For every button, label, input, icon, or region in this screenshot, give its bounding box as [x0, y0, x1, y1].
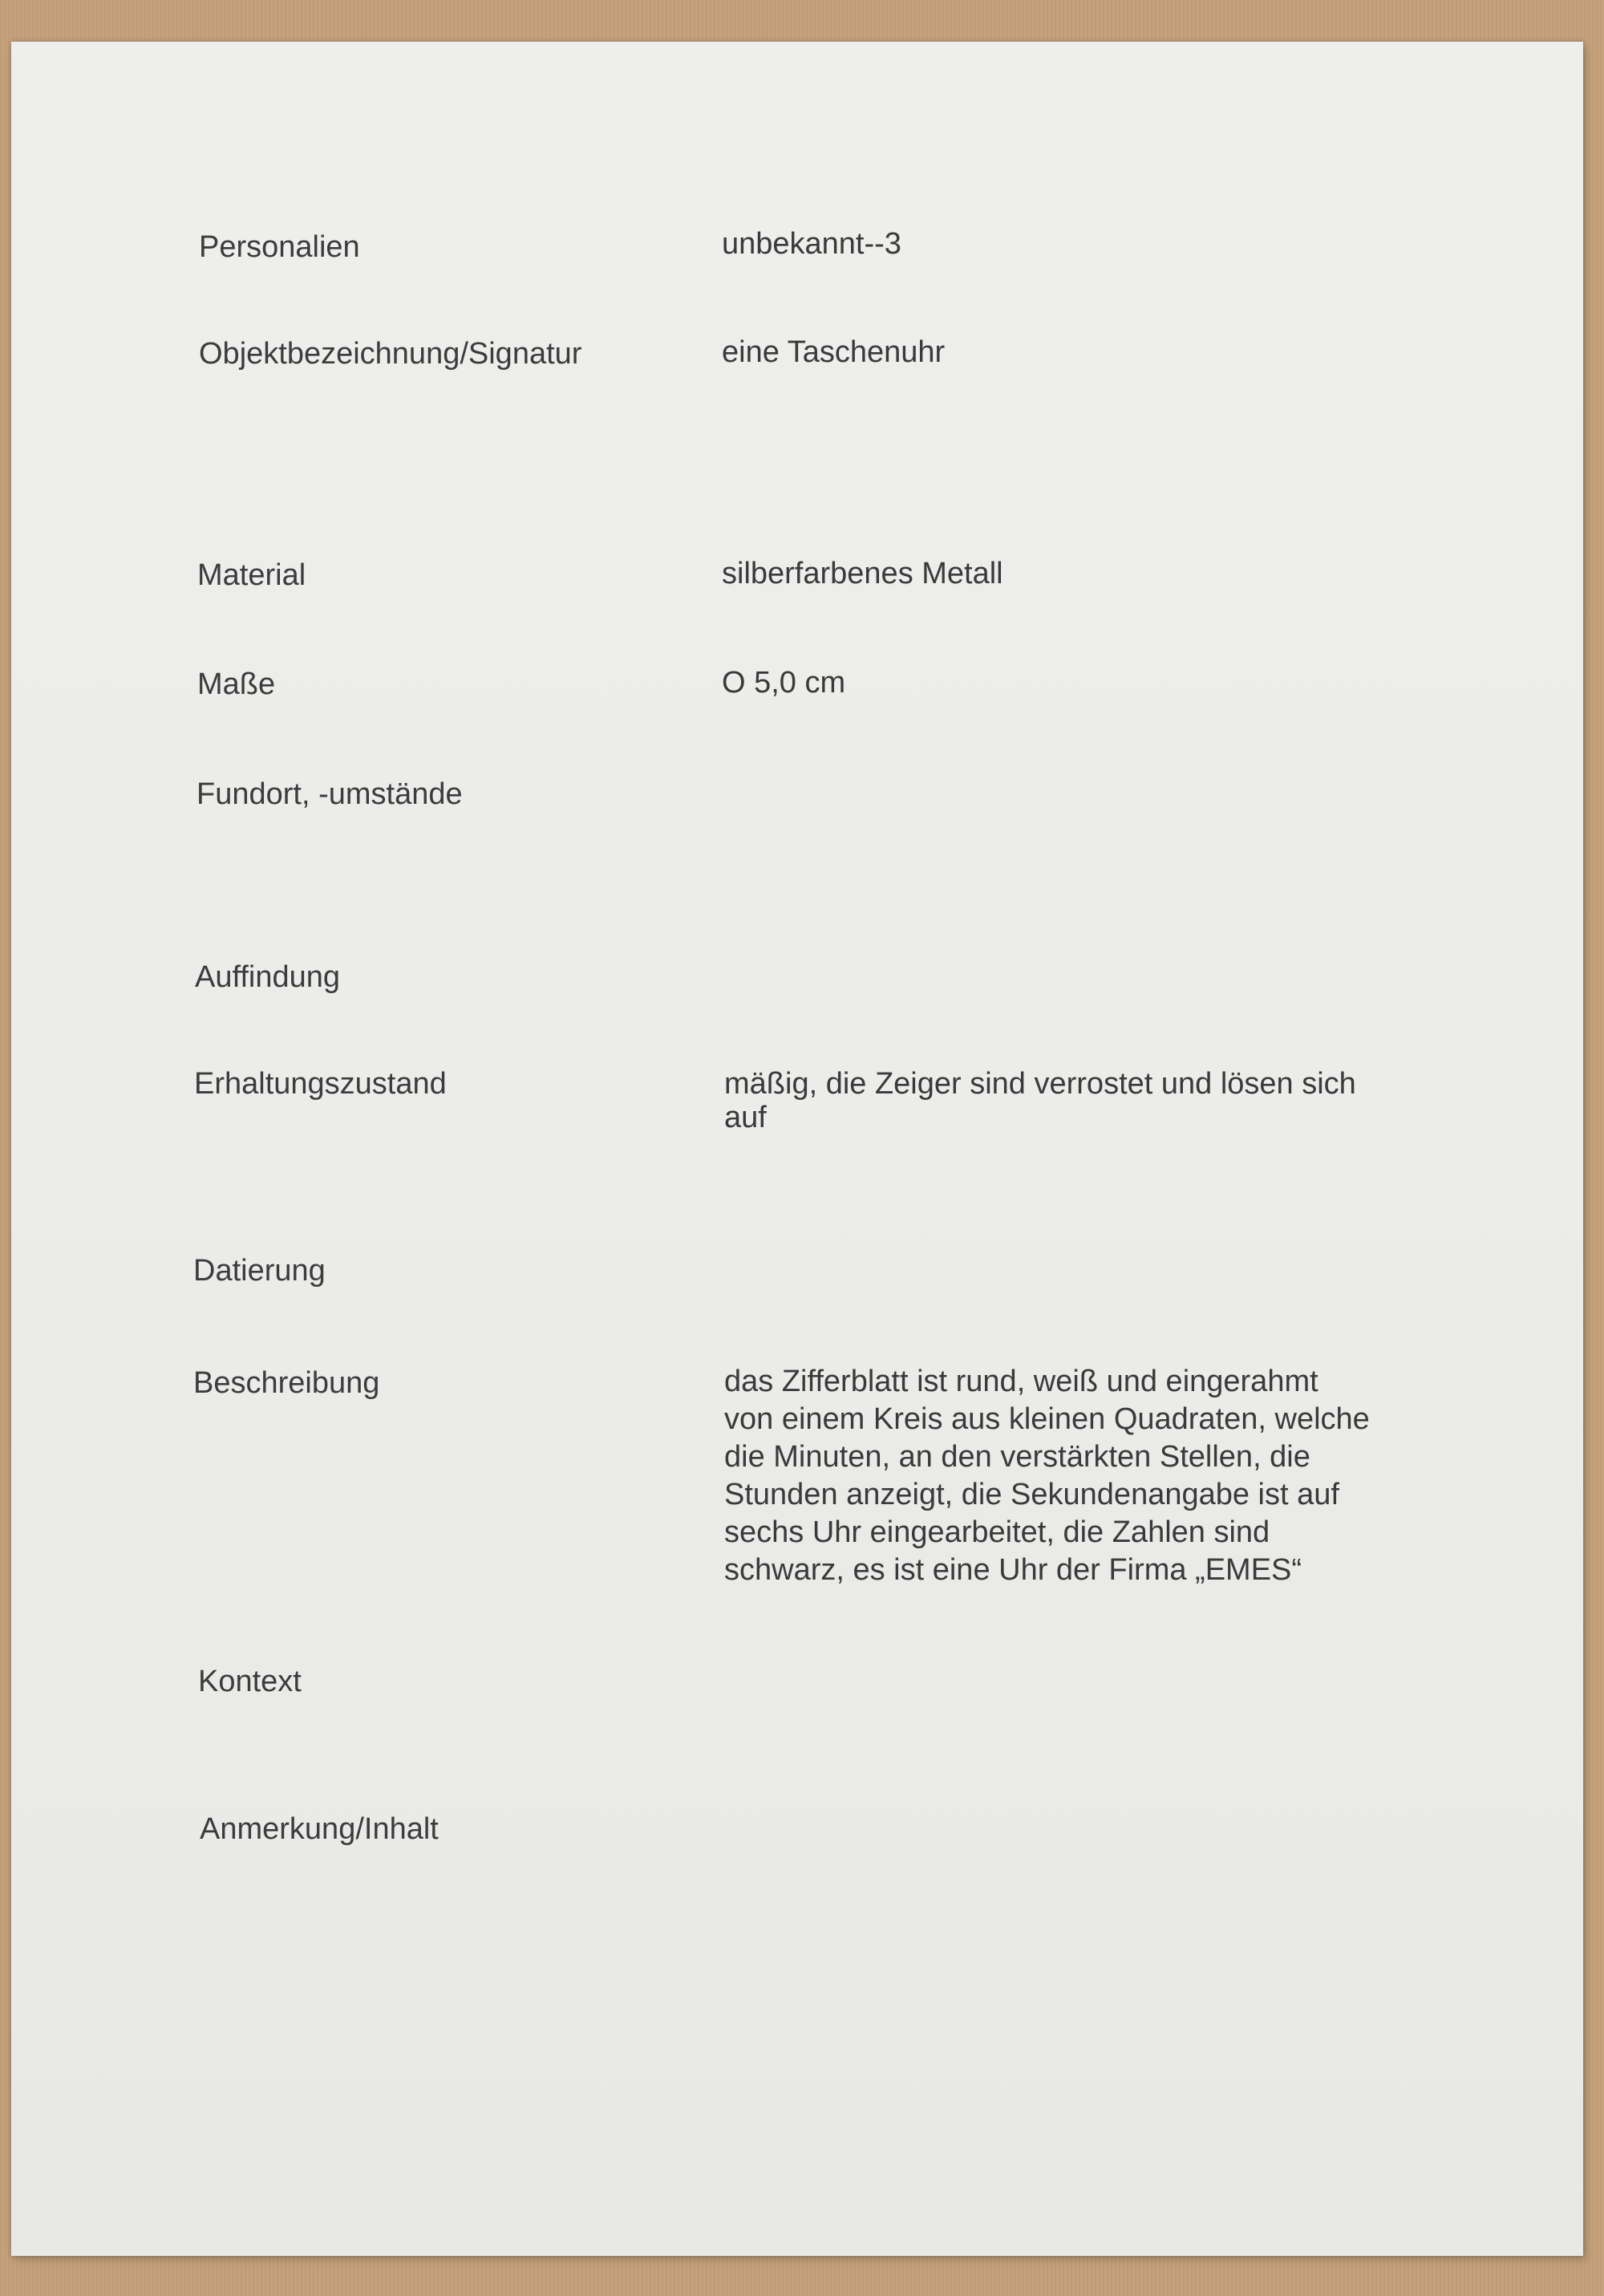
- field-label: Material: [197, 558, 306, 592]
- field-value: das Zifferblatt ist rund, weiß und eingerahmt von einem Kreis aus kleinen Quadraten, welche die Minuten, an den verstärkten Stellen, die Stunden anzeigt, die Sekundenangabe ist auf sechs Uhr eingearbeitet, die Zahlen sind schwarz, es ist eine Uhr der Firma „EMES“: [724, 1365, 1370, 1587]
- field-label: Auffindung: [195, 960, 341, 994]
- field-label: Personalien: [199, 230, 360, 264]
- field-label: Beschreibung: [193, 1366, 380, 1400]
- field-value: unbekannt--3: [722, 227, 901, 261]
- field-label: Maße: [197, 667, 276, 701]
- field-value: eine Taschenuhr: [722, 335, 946, 369]
- field-value: O 5,0 cm: [722, 666, 846, 700]
- field-value: mäßig, die Zeiger sind verrostet und lösen sich auf: [724, 1067, 1356, 1134]
- field-label: Erhaltungszustand: [194, 1067, 447, 1101]
- field-label: Anmerkung/Inhalt: [200, 1812, 439, 1846]
- field-label: Kontext: [198, 1665, 302, 1698]
- field-label: Datierung: [193, 1254, 326, 1288]
- document-page: [11, 42, 1583, 2256]
- field-label: Objektbezeichnung/Signatur: [199, 337, 582, 371]
- field-value: silberfarbenes Metall: [722, 557, 1003, 590]
- field-label: Fundort, -umstände: [196, 777, 463, 811]
